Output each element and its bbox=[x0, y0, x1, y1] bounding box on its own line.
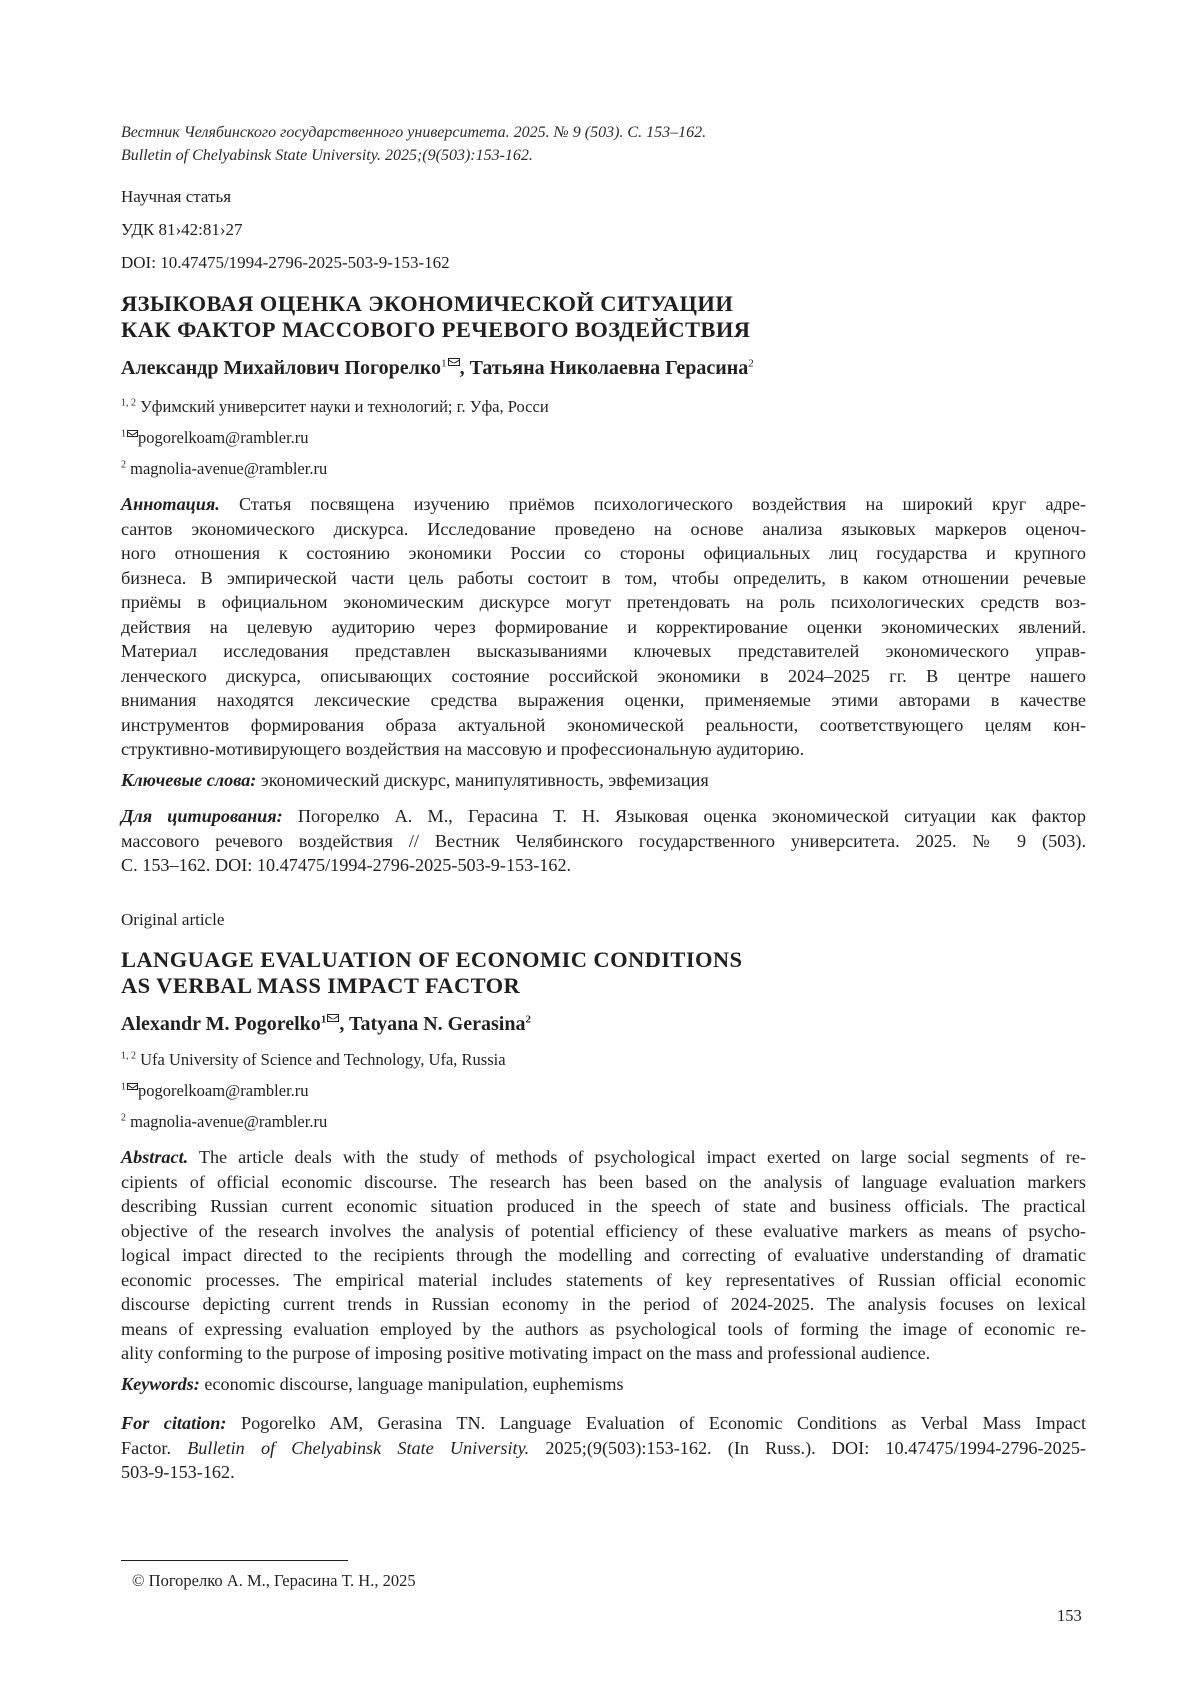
citation-ru bbox=[121, 804, 1086, 878]
authors-en bbox=[121, 1012, 531, 1036]
envelope-icon bbox=[448, 358, 460, 366]
journal-header-ru: Вестник Челябинского государственного университета. 2025. № 9 (503). С. 153–162. bbox=[121, 124, 707, 141]
author-separator: , bbox=[339, 1013, 349, 1035]
authors-ru bbox=[121, 356, 754, 380]
abstract-ru-line: внимания находятся лексические средства выражения оценки, применяемые этими авторами в качестве bbox=[121, 690, 1086, 710]
email-2-link[interactable]: magnolia-avenue@rambler.ru bbox=[126, 459, 328, 478]
title-en-line-2: AS VERBAL MASS IMPACT FACTOR bbox=[121, 973, 521, 998]
citation-ru-line: массового речевого воздействия // Вестник Челябинского государственного университета. 2025. № 9 (503). bbox=[121, 830, 1086, 851]
abstract-ru-line: бизнеса. В эмпирической части цель работы состоит в том, чтобы определить, в каком отношении речевые bbox=[121, 567, 1086, 588]
affiliation-en bbox=[121, 1050, 506, 1070]
envelope-icon bbox=[127, 1083, 138, 1090]
title-ru-line-1: ЯЗЫКОВАЯ ОЦЕНКА ЭКОНОМИЧЕСКОЙ СИТУАЦИИ bbox=[121, 291, 734, 316]
abstract-ru-line: Материал исследования представлен высказываниями ключевых представителей экономического управ- bbox=[121, 641, 1086, 661]
author-2-sup: 2 bbox=[525, 1013, 531, 1026]
keywords-en-label: Keywords: bbox=[121, 1374, 200, 1394]
abstract-en-line: means of expressing evaluation employed by the authors as psychological tools of forming the image of economic re- bbox=[121, 1318, 1086, 1339]
citation-ru-line: Для цитирования: Погорелко А. М., Герасина Т. Н. Языковая оценка экономической ситуации как фактор bbox=[121, 806, 1086, 826]
abstract-ru-line: действия на целевую аудиторию через формирование и корректирование оценки экономических явлений. bbox=[121, 616, 1086, 637]
keywords-ru-label: Ключевые слова: bbox=[121, 770, 257, 790]
citation-en-label: For citation: bbox=[121, 1413, 227, 1433]
abstract-en bbox=[121, 1145, 1086, 1366]
email-2-sup: 2 bbox=[121, 1112, 126, 1124]
email-1-en bbox=[121, 1081, 309, 1101]
abstract-ru-label: Аннотация. bbox=[121, 494, 220, 514]
affiliation-ru bbox=[121, 397, 549, 417]
affiliation-sup: 1, 2 bbox=[121, 397, 136, 409]
citation-en-line: 503-9-153-162. bbox=[121, 1462, 235, 1482]
keywords-en bbox=[121, 1372, 1086, 1397]
copyright-note: © Погорелко А. М., Герасина Т. Н., 2025 bbox=[132, 1571, 416, 1590]
abstract-en-line: economic processes. The empirical material includes statements of key representatives of Russian official economic bbox=[121, 1269, 1086, 1290]
abstract-en-line: objective of the research involves the analysis of potential efficiency of these evaluative markers as means of psycho- bbox=[121, 1220, 1086, 1241]
abstract-ru-line: инструментов формирования образа актуальной экономической реальности, соответствующего целям кон- bbox=[121, 714, 1086, 735]
article-type-ru: Научная статья bbox=[121, 187, 232, 206]
email-1-sup: 1 bbox=[121, 1081, 126, 1093]
envelope-icon bbox=[327, 1014, 339, 1022]
keywords-en-text: economic discourse, language manipulation, euphemisms bbox=[199, 1374, 624, 1394]
email-2-link[interactable]: magnolia-avenue@rambler.ru bbox=[126, 1112, 328, 1131]
abstract-en-line: Abstract. The article deals with the study of methods of psychological impact exerted on large social segments of re- bbox=[121, 1147, 1086, 1167]
author-separator: , bbox=[459, 357, 470, 379]
email-1-ru bbox=[121, 428, 309, 448]
citation-en-line: For citation: Pogorelko AM, Gerasina TN. Language Evaluation of Economic Conditions as Verbal Mass Impact bbox=[121, 1413, 1087, 1433]
udc-code: УДК 81›42:81›27 bbox=[121, 220, 243, 239]
abstract-en-line: describing Russian current economic situation produced in the speech of state and business officials. The practical bbox=[121, 1196, 1086, 1216]
affiliation-sup: 1, 2 bbox=[121, 1050, 136, 1062]
doi-ru: DOI: 10.47475/1994-2796-2025-503-9-153-162 bbox=[121, 253, 450, 272]
affiliation-text: Уфимский университет науки и технологий; г. Уфа, Росси bbox=[136, 397, 549, 416]
email-1-sup: 1 bbox=[121, 428, 126, 440]
page-number: 153 bbox=[1057, 1606, 1082, 1625]
abstract-en-line: logical impact directed to the recipients through the modelling and correcting of evaluative understanding of dramatic bbox=[121, 1245, 1086, 1265]
keywords-ru-text: экономический дискурс, манипулятивность, эвфемизация bbox=[256, 770, 709, 790]
abstract-ru-line: приёмы в официальном экономическим дискурсе могут претендовать на роль психологических средств воз- bbox=[121, 592, 1086, 612]
footnote-divider bbox=[121, 1560, 348, 1561]
citation-ru-line: С. 153–162. DOI: 10.47475/1994-2796-2025-503-9-153-162. bbox=[121, 855, 572, 875]
title-ru-line-2: КАК ФАКТОР МАССОВОГО РЕЧЕВОГО ВОЗДЕЙСТВИЯ bbox=[121, 317, 751, 342]
article-type-en: Original article bbox=[121, 910, 225, 929]
email-2-sup: 2 bbox=[121, 459, 126, 471]
abstract-en-label: Abstract. bbox=[121, 1147, 189, 1167]
affiliation-text: Ufa University of Science and Technology, Ufa, Russia bbox=[136, 1050, 506, 1069]
email-1-link[interactable]: pogorelkoam@rambler.ru bbox=[138, 428, 309, 447]
author-2-en: Tatyana N. Gerasina bbox=[348, 1013, 526, 1035]
abstract-en-line: discourse depicting current trends in Russian economy in the period of 2024-2025. The analysis focuses on lexical bbox=[121, 1294, 1086, 1314]
citation-en bbox=[121, 1411, 1086, 1485]
keywords-ru bbox=[121, 768, 1086, 793]
author-1-ru: Александр Михайлович Погорелко bbox=[121, 357, 442, 379]
email-2-ru bbox=[121, 459, 327, 479]
email-2-en bbox=[121, 1112, 327, 1132]
author-1-sup: 1 bbox=[441, 357, 447, 370]
author-2-sup: 2 bbox=[748, 357, 754, 370]
abstract-en-line: cipients of official economic discourse. The research has been based on the analysis of language evaluation markers bbox=[121, 1171, 1086, 1192]
citation-ru-label: Для цитирования: bbox=[121, 806, 283, 826]
author-2-ru: Татьяна Николаевна Герасина bbox=[469, 357, 749, 379]
abstract-ru-line: ленческого дискурса, описывающих состояние российской экономики в 2024–2025 гг. В центре нашего bbox=[121, 665, 1086, 686]
journal-header-en: Bulletin of Chelyabinsk State University. 2025;(9(503):153-162. bbox=[121, 147, 533, 164]
abstract-en-line: ality conforming to the purpose of imposing positive motivating impact on the mass and professional audience. bbox=[121, 1343, 931, 1363]
title-en-line-1: LANGUAGE EVALUATION OF ECONOMIC CONDITIONS bbox=[121, 947, 743, 972]
abstract-ru-line: ного отношения к состоянию экономики России со стороны официальных лиц государства и крупного bbox=[121, 543, 1086, 563]
citation-en-line: Factor. Bulletin of Chelyabinsk State University. 2025;(9(503):153-162. (In Russ.). DOI: 10.47475/1994-2796-2025- bbox=[121, 1437, 1086, 1458]
email-1-link[interactable]: pogorelkoam@rambler.ru bbox=[138, 1081, 309, 1100]
citation-journal: Bulletin of Chelyabinsk State University. bbox=[187, 1437, 530, 1458]
abstract-ru-line: сантов экономического дискурса. Исследование проведено на основе анализа языковых маркеров оценоч- bbox=[121, 518, 1086, 539]
author-1-en: Alexandr M. Pogorelko bbox=[121, 1013, 321, 1035]
abstract-ru-line: структивно-мотивирующего воздействия на массовую и профессиональную аудиторию. bbox=[121, 739, 805, 759]
author-1-sup: 1 bbox=[320, 1013, 327, 1026]
abstract-ru-line: Аннотация. Статья посвящена изучению приёмов психологического воздействия на широкий круг адре- bbox=[121, 494, 1086, 514]
abstract-ru bbox=[121, 492, 1086, 762]
envelope-icon bbox=[127, 430, 138, 437]
